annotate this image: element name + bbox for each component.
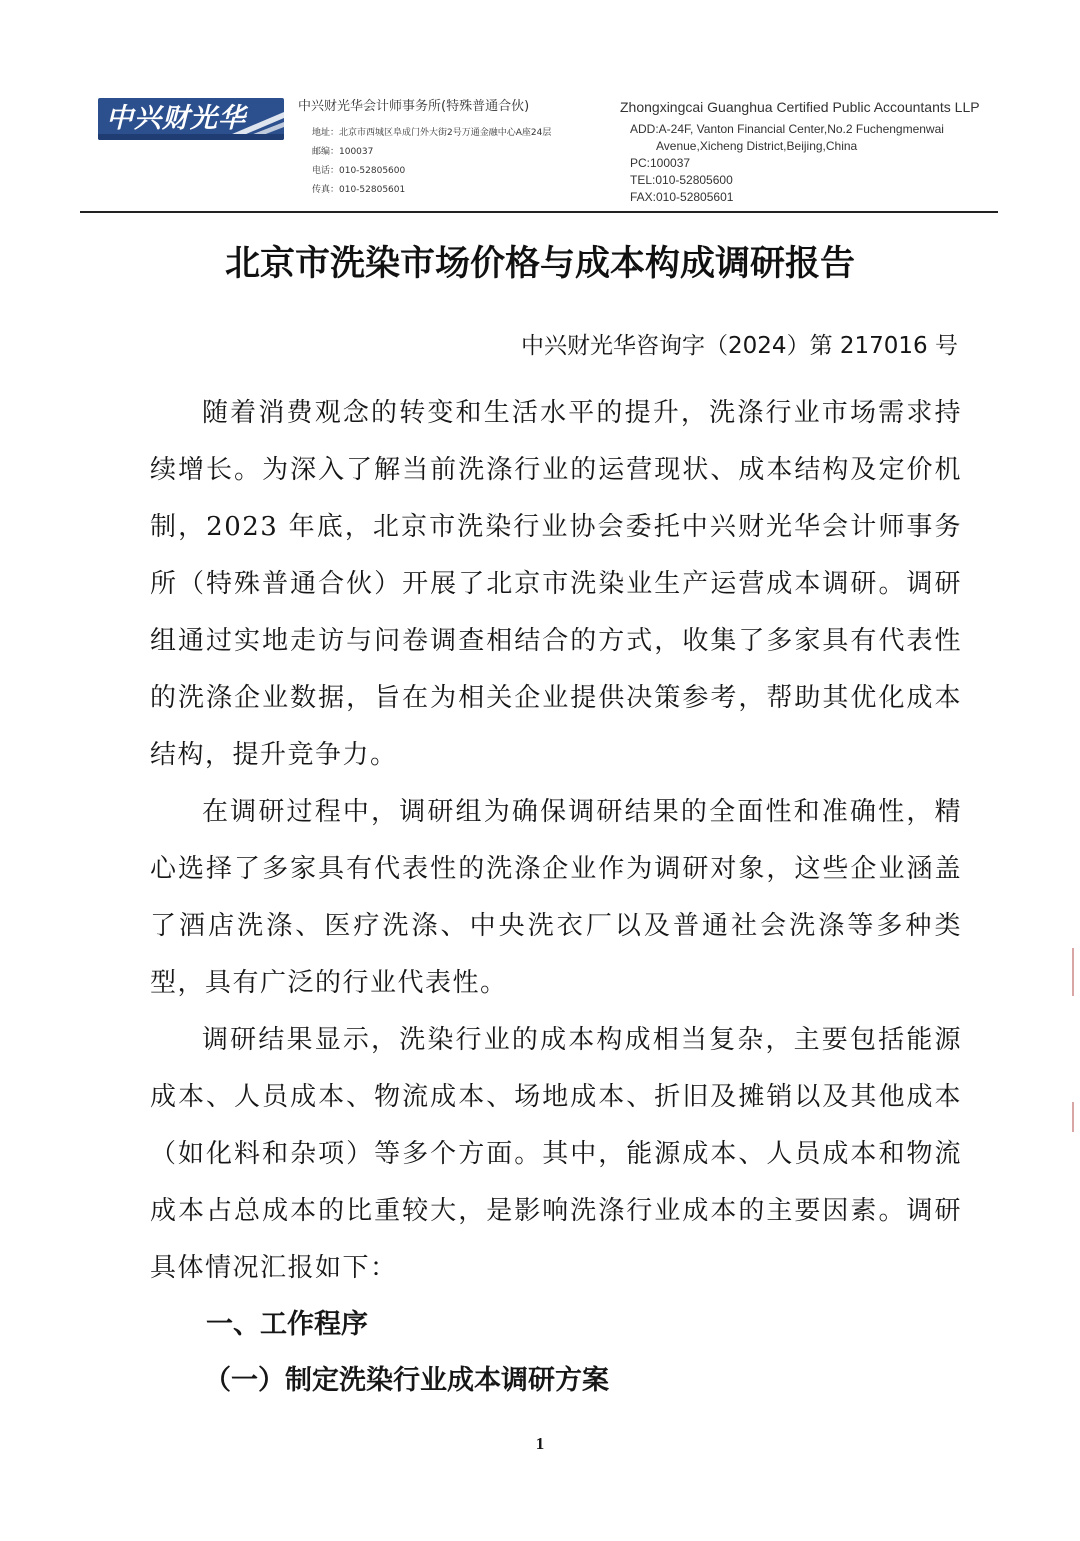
firm-address-cn: 地址：北京市西城区阜成门外大街2号万通金融中心A座24层: [312, 128, 552, 138]
scan-edge-mark: [1072, 1102, 1074, 1132]
header-divider: [80, 211, 998, 213]
document-body: [150, 385, 962, 1297]
firm-tel-en: TEL:010-52805600: [630, 173, 733, 187]
firm-name-en: Zhongxingcai Guanghua Certified Public Accountants LLP: [620, 99, 980, 115]
firm-postcode-cn: 邮编：100037: [312, 147, 374, 157]
firm-fax-cn: 传真：010-52805601: [312, 185, 406, 195]
firm-address-en-2: Avenue,Xicheng District,Beijing,China: [656, 139, 858, 153]
header-english-info: [620, 98, 998, 206]
firm-address-en-1: ADD:A-24F, Vanton Financial Center,No.2 Fuchengmenwai: [630, 122, 944, 136]
firm-fax-en: FAX:010-52805601: [630, 190, 734, 204]
paragraph: 随着消费观念的转变和生活水平的提升，洗涤行业市场需求持续增长。为深入了解当前洗涤行业的运营现状、成本结构及定价机制，2023 年底，北京市洗染行业协会委托中兴财光华会计师事务所（特殊普通合伙）开展了北京市洗染业生产运营成本调研。调研组通过实地走访与问卷调查相结合的方式，收集了多家具有代表性的洗涤企业数据，旨在为相关企业提供决策参考，帮助其优化成本结构，提升竞争力。: [150, 398, 962, 770]
paragraph: 在调研过程中，调研组为确保调研结果的全面性和准确性，精心选择了多家具有代表性的洗涤企业作为调研对象，这些企业涵盖了酒店洗涤、医疗洗涤、中央洗衣厂以及普通社会洗涤等多种类型，具有广泛的行业代表性。: [150, 797, 962, 998]
paragraph: 调研结果显示，洗染行业的成本构成相当复杂，主要包括能源成本、人员成本、物流成本、场地成本、折旧及摊销以及其他成本（如化料和杂项）等多个方面。其中，能源成本、人员成本和物流成本占总成本的比重较大，是影响洗涤行业成本的主要因素。调研具体情况汇报如下：: [150, 1025, 962, 1283]
firm-tel-cn: 电话：010-52805600: [312, 166, 406, 176]
company-logo: [98, 98, 284, 140]
header-chinese-info: [298, 98, 610, 197]
logo-text: 中兴财光华: [106, 103, 246, 134]
document-number: 中兴财光华咨询字（2024）第 217016 号: [521, 333, 958, 359]
firm-name-cn: 中兴财光华会计师事务所(特殊普通合伙): [298, 99, 530, 114]
scan-edge-mark: [1072, 948, 1074, 996]
subsection-heading: （一）制定洗染行业成本调研方案: [204, 1365, 609, 1396]
document-title: 北京市洗染市场价格与成本构成调研报告: [224, 244, 855, 284]
section-heading: 一、工作程序: [206, 1309, 368, 1340]
page-number: 1: [535, 1434, 545, 1453]
firm-postcode-en: PC:100037: [630, 156, 691, 170]
